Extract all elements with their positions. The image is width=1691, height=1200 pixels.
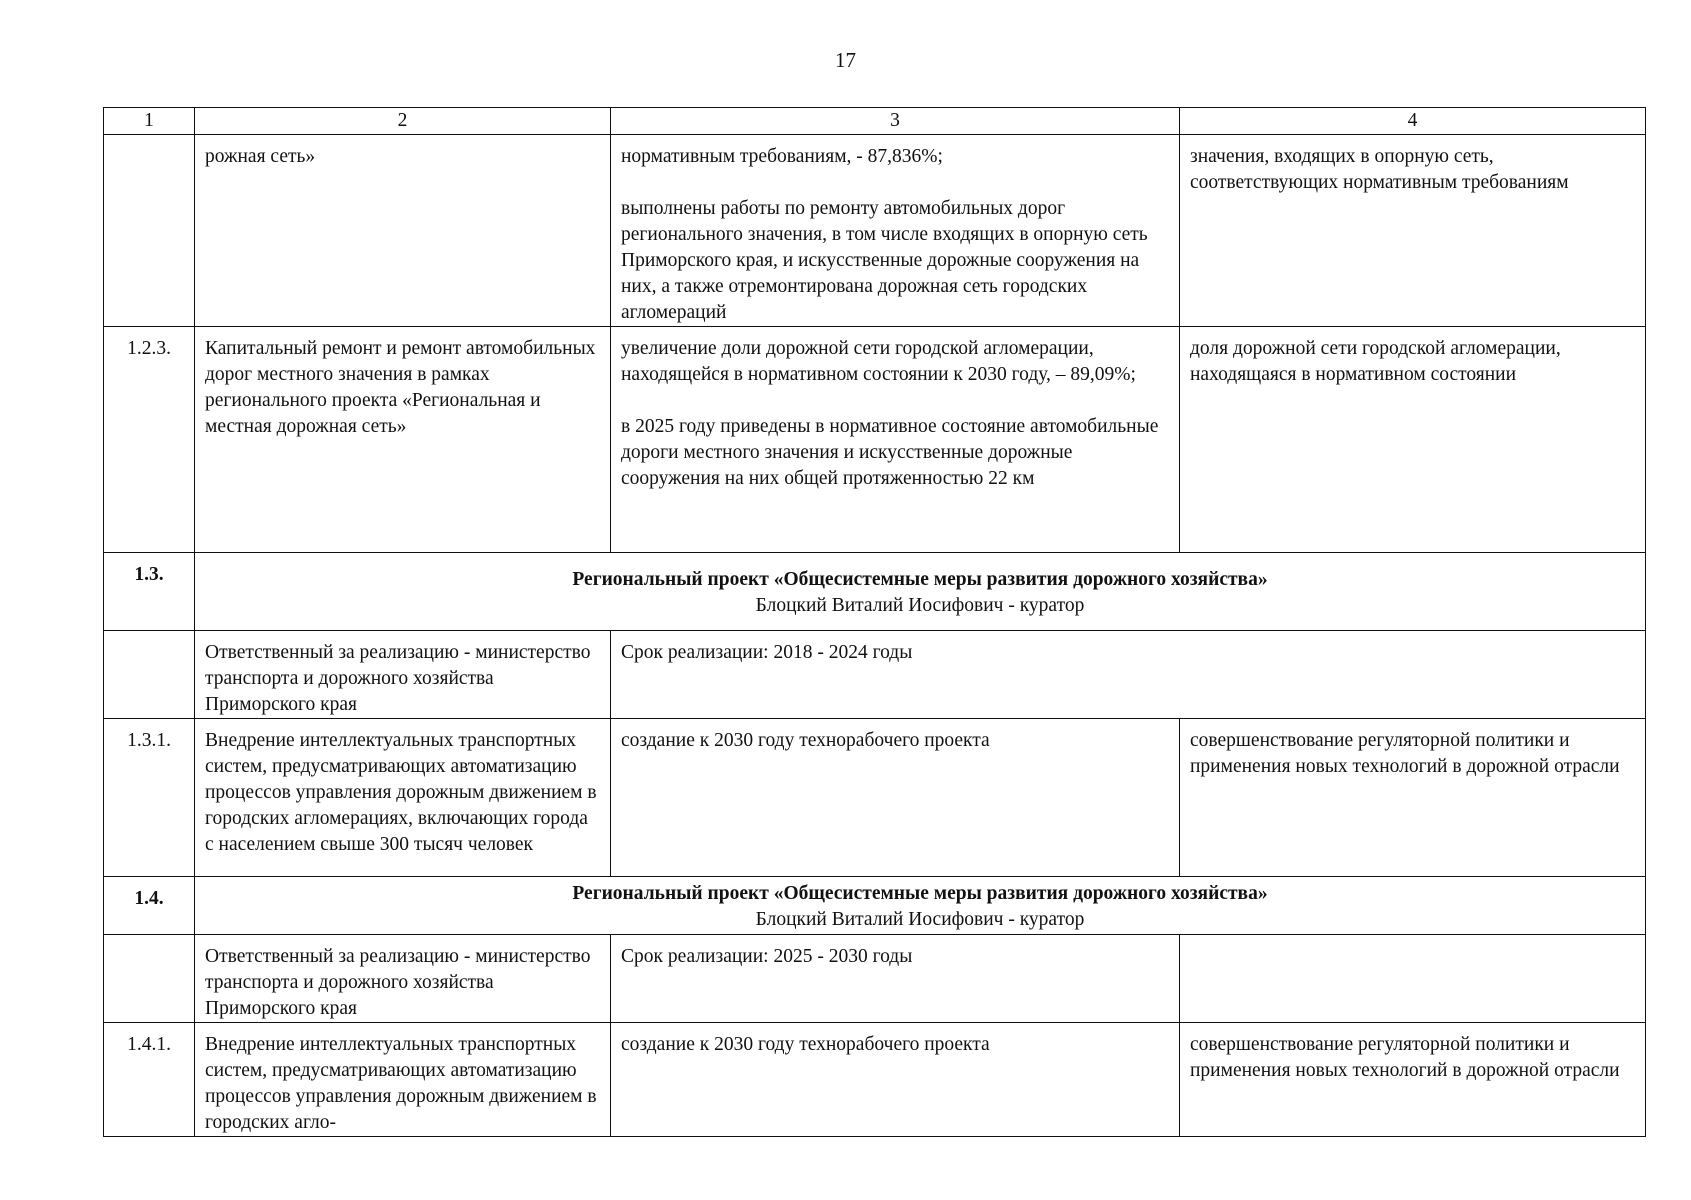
empty-cell <box>1180 935 1646 1023</box>
section-row <box>104 553 1646 631</box>
responsible-text: Ответственный за реализацию - министерство транспорта и дорожного хозяйства Приморского края <box>195 631 611 719</box>
row-number <box>104 631 195 719</box>
implementation-period: Срок реализации: 2025 - 2030 годы <box>611 935 1180 1023</box>
responsible-text: Ответственный за реализацию - министерство транспорта и дорожного хозяйства Приморского края <box>195 935 611 1023</box>
header-col-3: 3 <box>611 108 1180 135</box>
section-number: 1.3. <box>104 553 195 631</box>
table-row <box>104 135 1646 327</box>
section-row <box>104 877 1646 935</box>
measures-table <box>103 107 1646 1137</box>
measure-name: рожная сеть» <box>195 135 611 327</box>
section-curator: Блоцкий Виталий Иосифович - куратор <box>755 595 1085 616</box>
expected-result: создание к 2030 году технорабочего проекта <box>611 719 1180 877</box>
section-curator: Блоцкий Виталий Иосифович - куратор <box>755 909 1085 930</box>
section-title-cell <box>195 877 1646 935</box>
expected-result <box>611 135 1180 327</box>
expected-result <box>611 327 1180 553</box>
header-col-1: 1 <box>104 108 195 135</box>
table-header-row <box>104 108 1646 135</box>
header-col-2: 2 <box>195 108 611 135</box>
result-paragraph: увеличение доли дорожной сети городской агломерации, находящейся в нормативном состоянии к 2030 году, – 89,09%; <box>621 338 1136 385</box>
section-title-cell <box>195 553 1646 631</box>
table-row <box>104 327 1646 553</box>
implementation-period: Срок реализации: 2018 - 2024 годы <box>611 631 1646 719</box>
measure-name: Внедрение интеллектуальных транспортных систем, предусматривающих автоматизацию процессов управления дорожным движением в городских агломерациях, включающих города с населением свыше 300 тысяч человек <box>195 719 611 877</box>
table-row <box>104 719 1646 877</box>
row-number: 1.2.3. <box>104 327 195 553</box>
responsible-row <box>104 935 1646 1023</box>
row-number <box>104 935 195 1023</box>
result-paragraph: нормативным требованиям, - 87,836%; <box>621 146 943 167</box>
measure-name: Внедрение интеллектуальных транспортных систем, предусматривающих автоматизацию процессов управления дорожным движением в городских агло- <box>195 1023 611 1137</box>
result-paragraph: выполнены работы по ремонту автомобильных дорог регионального значения, в том числе входящих в опорную сеть Приморского края, и искусственные дорожные сооружения на них, а также отремонтирована дорожная сеть городских агломераций <box>621 198 1148 323</box>
row-number: 1.4.1. <box>104 1023 195 1137</box>
indicator-link: совершенствование регуляторной политики и применения новых технологий в дорожной отрасли <box>1180 719 1646 877</box>
expected-result: создание к 2030 году технорабочего проекта <box>611 1023 1180 1137</box>
page-number: 17 <box>835 48 856 72</box>
section-title: Региональный проект «Общесистемные меры развития дорожного хозяйства» <box>572 883 1268 904</box>
responsible-row <box>104 631 1646 719</box>
section-number: 1.4. <box>104 877 195 935</box>
indicator-link: совершенствование регуляторной политики и применения новых технологий в дорожной отрасли <box>1180 1023 1646 1137</box>
indicator-link: значения, входящих в опорную сеть, соответствующих нормативным требованиям <box>1180 135 1646 327</box>
header-col-4: 4 <box>1180 108 1646 135</box>
row-number: 1.3.1. <box>104 719 195 877</box>
measure-name: Капитальный ремонт и ремонт автомобильных дорог местного значения в рамках регионального проекта «Региональная и местная дорожная сеть» <box>195 327 611 553</box>
result-paragraph: в 2025 году приведены в нормативное состояние автомобильные дороги местного значения и искусственные дорожные сооружения на них общей протяженностью 22 км <box>621 416 1159 489</box>
row-number <box>104 135 195 327</box>
indicator-link: доля дорожной сети городской агломерации, находящаяся в нормативном состоянии <box>1180 327 1646 553</box>
table-row <box>104 1023 1646 1137</box>
section-title: Региональный проект «Общесистемные меры развития дорожного хозяйства» <box>572 569 1268 590</box>
